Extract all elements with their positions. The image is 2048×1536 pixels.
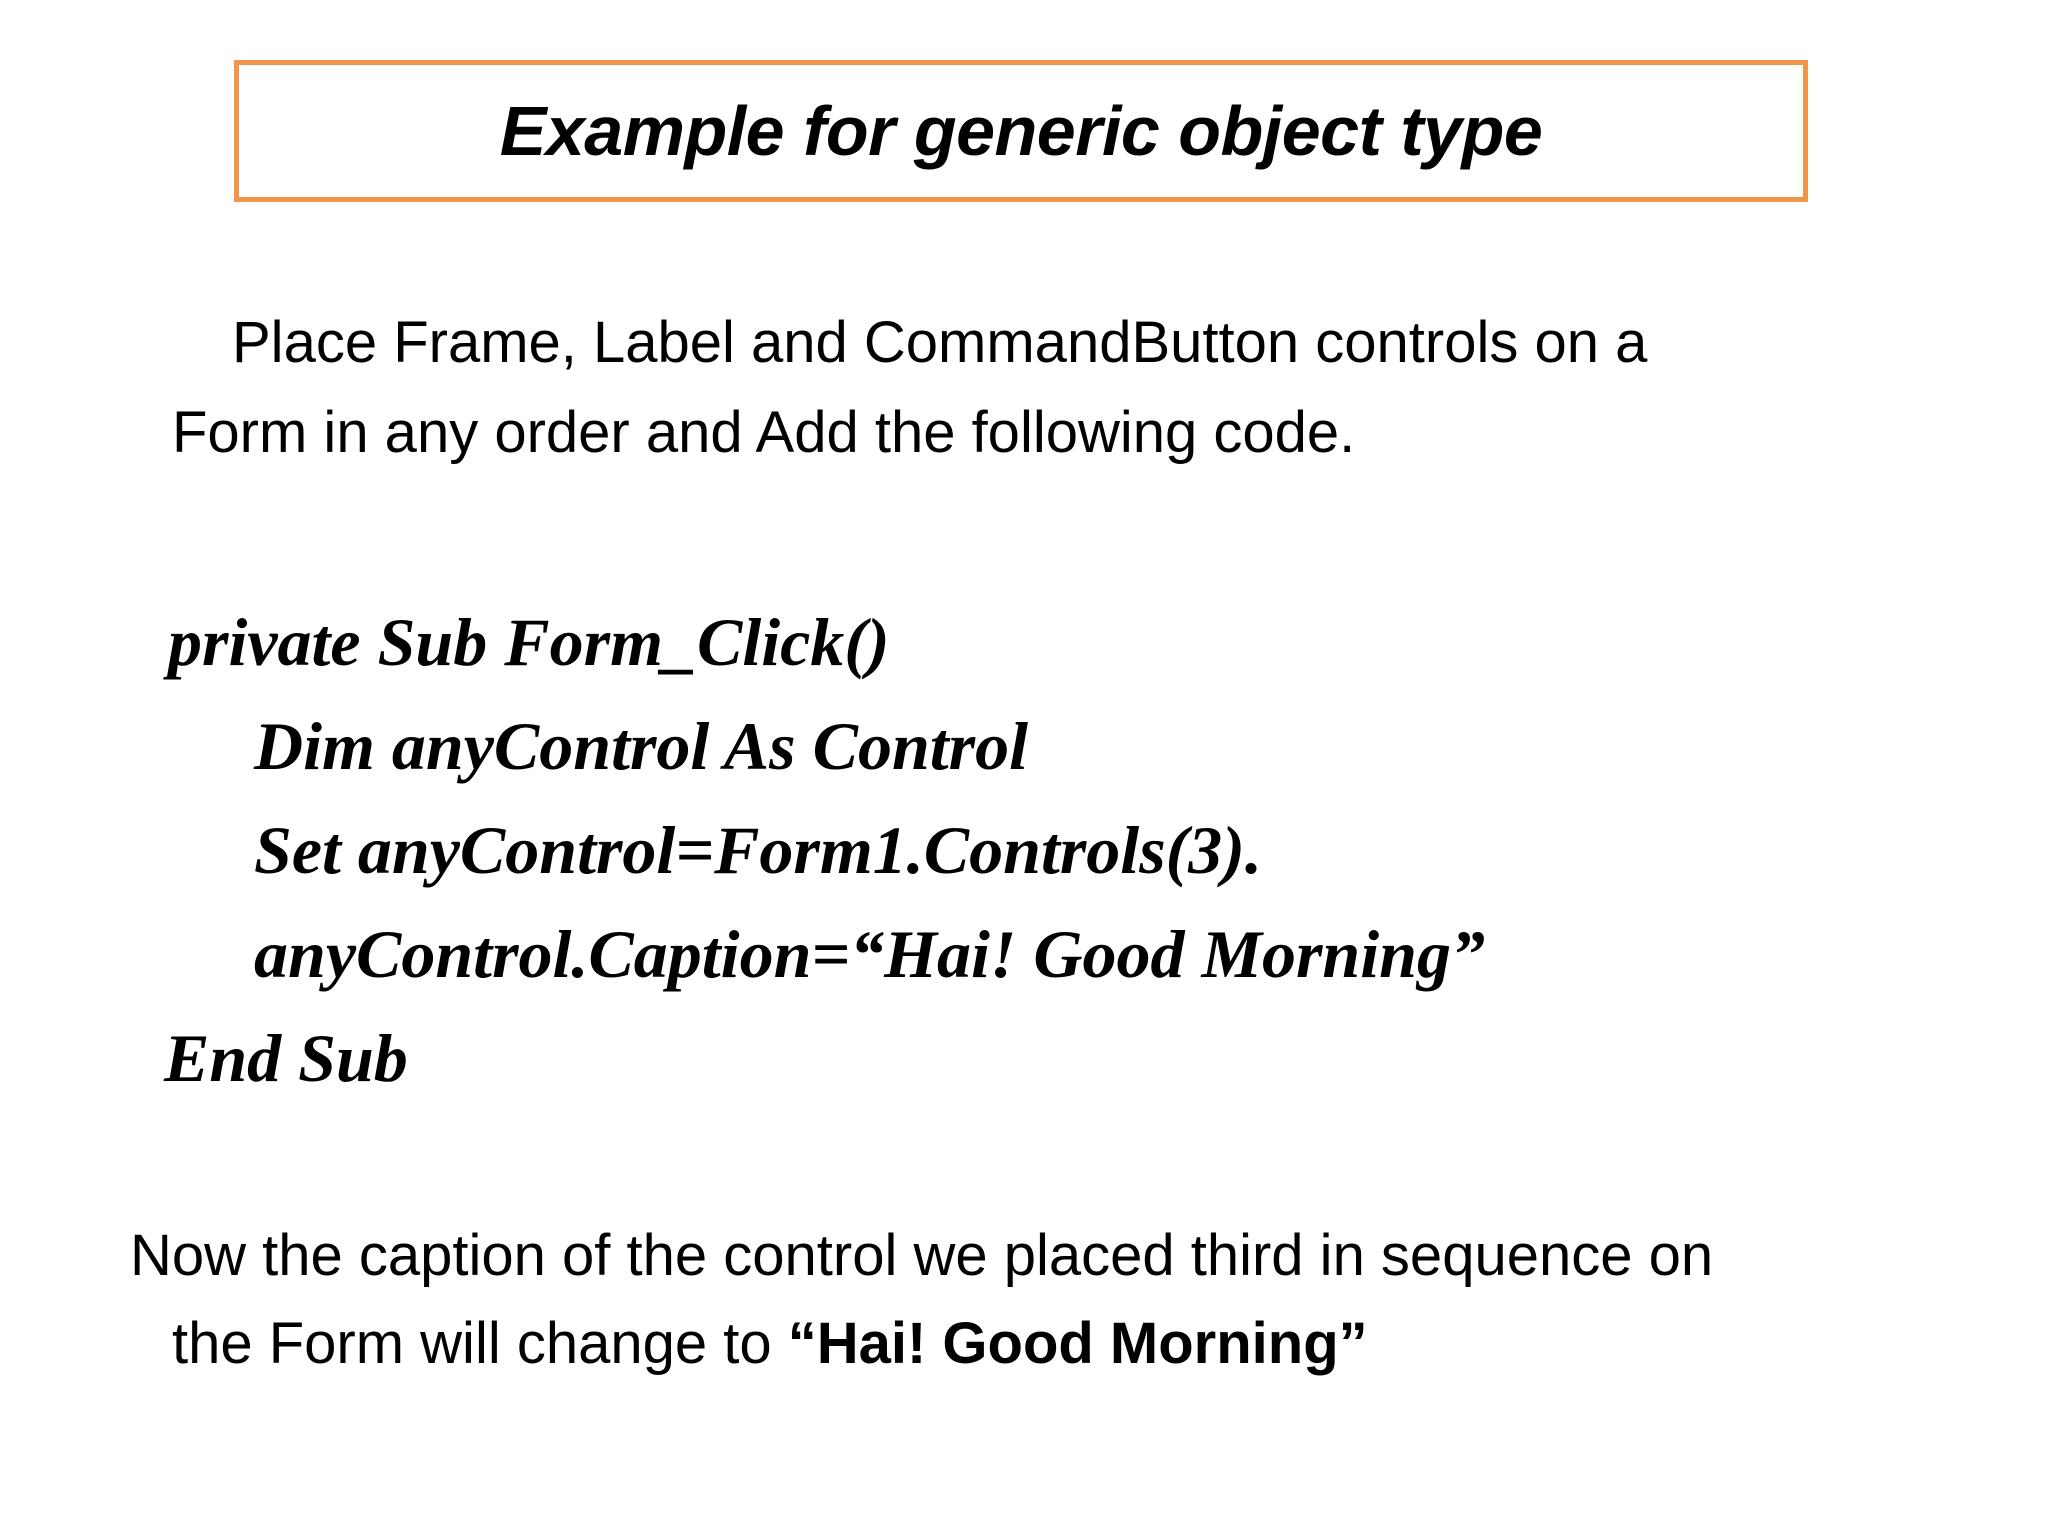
outro-line-2-text: the Form will change to xyxy=(172,1311,788,1376)
outro-paragraph xyxy=(130,1212,1990,1388)
code-line-sub-declaration: private Sub Form_Click() xyxy=(168,604,890,680)
code-line-end-sub: End Sub xyxy=(164,1020,408,1096)
slide-title-box xyxy=(234,60,1808,202)
intro-line-1: Place Frame, Label and CommandButton controls on a xyxy=(232,310,1648,375)
code-line-dim: Dim anyControl As Control xyxy=(254,708,1029,784)
slide-title: Example for generic object type xyxy=(499,92,1543,170)
outro-line-2 xyxy=(130,1300,1990,1388)
intro-line-2: Form in any order and Add the following code. xyxy=(172,400,1356,465)
code-line-set: Set anyControl=Form1.Controls(3). xyxy=(254,812,1262,888)
code-line-caption: anyControl.Caption=“Hai! Good Morning” xyxy=(254,916,1485,992)
outro-line-1: Now the caption of the control we placed third in sequence on xyxy=(130,1223,1714,1288)
outro-quoted-caption: “Hai! Good Morning” xyxy=(787,1311,1368,1376)
code-block xyxy=(164,590,1485,1110)
intro-paragraph xyxy=(172,298,1872,478)
